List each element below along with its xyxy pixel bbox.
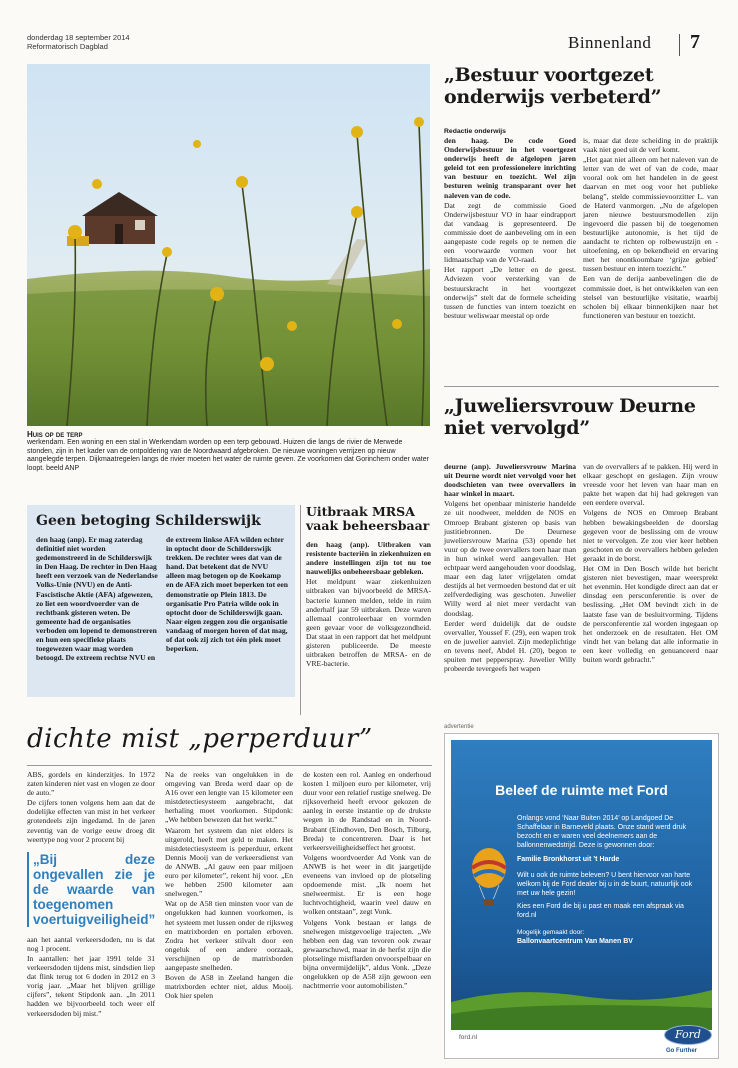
ad-winner: Familie Bronkhorst uit ’t Harde (517, 856, 620, 863)
article1-headline: „Bestuur voortgezet onderwijs verbeterd” (444, 64, 662, 108)
ad-cta[interactable]: Kies een Ford die bij u past en maak een afspraak via ford.nl (517, 903, 684, 919)
article1-paragraph: Het rapport „De letter en de geest. Adviezen voor versterking van de bestuurskracht in het voortgezet onderwijs” stelt dat de formele scheiding tussen de functies van intern toezicht en bestuur weliswaar meestal op orde (444, 265, 576, 320)
article2-paragraph: Eerder werd duidelijk dat de oudste overvaller, Youssef F. (29), een wapen trok en de juwelier aanviel. Zijn medeplichtige en tevens neef, Abdel H. (20), begon te spuiten met pepperspray. Juwelier Willy probeerde tevergeefs het wapen (444, 618, 576, 674)
article2-col2 (583, 462, 718, 665)
ad-slogan: Go Further (666, 1048, 697, 1054)
article5-paragraph: Volgens Vonk bestaan er langs de snelwegen mistgevoelige trajecten. „We hebben een dag van tevoren ook zwaar gewaarschuwd, maar in de herfst zijn die plotselinge mistflarden onvoorspelbaar en bijna onvermijdelijk”, aldus Vonk. „Deze ongelukken op de A58 zijn gewoon een nachtmerrie voor automobilisten.” (303, 917, 431, 991)
article1-paragraph: Een van de derija aanbevelingen die de commissie doet, is het ontwikkelen van een stelsel van bestuurlijke visitatie, waarbij scholen bij elkaar binnenkijken naar het functioneren van bestuur en toezicht. (583, 274, 718, 320)
article3-col1: den haag (anp). Er mag zaterdag definitief niet worden gedemonstreerd in de Schilderswijk in Den Haag. De rechter in Den Haag heeft een verzoek van de Nederlandse Volks-Unie (NVU) en de Anti-Fascistische Aktie (AFA) afgewezen, zo liet een woordvoerder van de rechtbank gisteren weten. De gemeente had de organisaties verboden om lopend te demonstreren en hun een specifieke plaats toegewezen waar mag worden betoogd. De extreem rechtse NVU en (36, 535, 158, 663)
ford-logo: Ford (664, 1025, 712, 1045)
article2-paragraph: Volgens de NOS en Omroep Brabant hebben bewakingsbeelden de doorslag gegeven voor de beslissing om de vrouw niet te vervolgen. Ze zou vier keer hebben geschoten en de overvallers hebben geleden geraakt in de borst. (583, 508, 718, 563)
article5-headline: dichte mist „perperduur” (27, 724, 373, 754)
article1-col2 (583, 136, 718, 321)
article4-body (306, 540, 431, 669)
article5-paragraph: de kosten een rol. Aanleg en onderhoud kosten 1 miljoen euro per kilometer, vrij duur voor een relatief rustige snelweg. De rijksoverheid heeft ervoor gekozen de aanleg in eerste instantie op de drukste wegen in de Randstad en in Noord-Brabant (Eindhoven, Den Bosch, Tilburg, Breda) te concentreren. Daar is het verkeersveiligheidseffect het grootst. (303, 770, 431, 852)
article1-lead: den haag. De code Goed Onderwijsbestuur in het voortgezet onderwijs heeft de afgelopen jaren geleid tot een professionelere inrichting van bestuur en toezicht. Wel zijn besturen weinig transparant over het naleven van de code. (444, 136, 576, 200)
article5-paragraph: Waarom het systeem dan niet elders is uitgerold, heeft met geld te maken. Het mistdetectiesysteem is peperduur, erkent Dennis Mooij van de verkeersdienst van de ANWB. „Al gauw een paar miljoen euro per kilometer”, rekent hij voor. „En we hebben 2500 kilometer aan snelwegen.” (165, 825, 293, 899)
ad-invite: Wilt u ook de ruimte beleven? U bent hiervoor van harte welkom bij de Ford dealer bij u in de buurt, natuurlijk ook met uw hele gezin! (517, 872, 693, 897)
article3-headline: Geen betoging Schilderswijk (36, 513, 261, 529)
divider (27, 765, 432, 766)
article5-paragraph: ABS, gordels en kinderzitjes. In 1972 zaten kinderen niet vast en vlogen ze door de auto.” (27, 770, 155, 798)
article5-paragraph: In aantallen: het jaar 1991 telde 31 verkeersdoden tijdens mist, sindsdien liep dat flink terug tot 6 doden in 2012 en 3 vorig jaar. „Maar het blijven grillige cijfers”, tekent Stipdonk aan. „In 2011 hadden we bijvoorbeeld toch weer elf verkeersdoden bij mist.” (27, 953, 155, 1018)
article5-col3 (303, 770, 431, 991)
article5-paragraph: aan het aantal verkeersdoden, nu is dat nog 1 procent. (27, 934, 155, 953)
ford-ad[interactable] (444, 733, 719, 1059)
article1-paragraph: Dat zegt de commissie Goed Onderwijsbestuur VO in haar eindrapport dat vandaag is gepresenteerd. De commissie doet de aanbeveling om in een aangepaste code regels op te nemen die een voorwaarde vormen voor het lidmaatschap van de VO-raad. (444, 200, 576, 265)
article5-paragraph: Boven de A58 in Zeeland hangen die matrixborden echter niet, aldus Mooij. Ook hier spelen (165, 973, 293, 1001)
article1-col1 (444, 136, 576, 321)
article2-headline: „Juweliersvrouw Deurne niet vervolgd” (444, 395, 696, 439)
photo-caption (27, 430, 430, 473)
article4-headline: Uitbraak MRSA vaak beheersbaar (306, 504, 430, 533)
photo-caption-text: werkendam. Een woning en een stal in Werkendam worden op een terp gebouwd. Huizen die langs de rivier de Merwede stonden, zijn in het kader van de ontpoldering van de Noordwaard afgebroken. De nieuwe woningen verrijzen op nieuw aangelegde terpen. Dijkmaatregelen langs de rivier moeten het water de ruimte geven. Ze voorkomen dat Gorinchem onder water loopt. (27, 439, 429, 472)
pull-quote: „Bij deze ongevallen zie je de waarde van toegenomen voertuigveiligheid” (27, 852, 155, 927)
article5-paragraph: De cijfers tonen volgens hem aan dat de dodelijke effecten van mist in het verkeer grotendeels zijn ingedamd. In de jaren zeventig van de vorige eeuw droeg dit weertype nog voor 2 procent bij (27, 798, 155, 844)
article5-paragraph: Volgens woordvoerder Ad Vonk van de ANWB is het weer in dit jaargetijde eveneens van invloed op de plotseling opdoemende mist. „Ik noem het snelweermist. Er is een hoge luchtvochtigheid, waarin veel dauw en wolken ontstaan”, zegt Vonk. (303, 852, 431, 917)
newspaper-name: Reformatorisch Dagblad (27, 42, 108, 51)
ad-made-by: Ballonvaartcentrum Van Manen BV (517, 938, 633, 945)
article2-paragraph: Het OM in Den Bosch wilde het bericht gisteren niet bevestigen, maar weersprekt het evenmin. Het kondigde direct aan dat er dinsdag een persconferentie is over de beslissing. „Het OM bevindt zich in de laatste fase van de besluitvorming. Tijdens de persconferentie zal worden ingegaan op het onderzoek en de resultaten. Het OM vindt het van belang dat alle informatie in een keer volledig en genuanceerd naar buiten wordt gebracht.” (583, 564, 718, 664)
column-divider (300, 505, 301, 715)
terp-photo (27, 64, 430, 426)
article2-paragraph: Volgens het openbaar ministerie handelde ze uit noodweer, meldden de NOS en Omroep Brabant gisteren op basis van justitiebronnen. De Deurnese juweliersvrouw Marina (53) opende het vuur op de twee overvallers toen haar man in hun winkel werd aangevallen. Het echtpaar werd aangehouden voor doodslag, maar een dag later vrijgelaten omdat destijds al het vermoeden bestond dat er uit zelfverdediging was geschoten. Juwelier Willy werd al niet meer verdacht van doodslag. (444, 499, 576, 618)
ad-label: advertentie (444, 724, 474, 730)
article5-col1 (27, 770, 155, 1019)
photo-illustration (27, 64, 430, 426)
article2-col1 (444, 462, 576, 674)
article5-paragraph: Na de reeks van ongelukken in de omgeving van Breda werd daar op de A16 over een lengte van 15 kilometer een mistdetectiesysteem aangebracht, dat herhaling moet voorkomen. Stipdonk: „We hebben bewezen dat het werkt.” (165, 770, 293, 825)
article1-paragraph: „Het gaat niet alleen om het naleven van de letter van de wet of van de code, maar vooral ook om het handelen in de geest daarvan en met oog voor het publieke belang”, stelde commissievoorzitter L. van de Haterd vanmorgen. „Nu de afgelopen jaren nieuwe bestuursmodellen zijn ingevoerd die passen bij de toegenomen bestuurlijke autonomie, is het tijd de aandacht te richten op rolbewustzijn en -uitoefening, en op bekendheid en ervaring met het onontkoombare ‘grijze gebied’ tussen bestuur en intern toezicht.” (583, 155, 718, 274)
photo-caption-title: Huis op de terp (27, 430, 83, 439)
photo-credit: beeld ANP (46, 464, 80, 472)
section-title: Binnenland (568, 33, 652, 52)
page-number: 7 (690, 31, 700, 53)
ad-url[interactable]: ford.nl (459, 1034, 478, 1041)
article4-paragraph: Het meldpunt waar ziekenhuizen uitbraken van bijvoorbeeld de MRSA-bacterie kunnen melden, telde in ruim anderhalf jaar 59 uitbraken. Deze waren allemaal controleerbaar en vormden geen gevaar voor de volksgezondheid. Dat staat in een rapport dat het meldpunt gisteren publiceerde. De meeste uitbraken betroffen de MRSA- en de VRE-bacterie. (306, 577, 431, 669)
ad-made-by-label: Mogelijk gemaakt door: (517, 929, 585, 936)
ad-intro: Onlangs vond ‘Naar Buiten 2014’ op Landgoed De Schaffelaar in Barneveld plaats. Onze stand werd druk bezocht en er waren veel deelnemers aan de ballonnenwedstrijd. Deze is gewonnen door: (517, 815, 687, 849)
ad-headline: Beleef de ruimte met Ford (495, 782, 668, 798)
hot-air-balloon-icon (469, 848, 509, 910)
article3-col2: de extreem linkse AFA wilden echter in optocht door de Schilderswijk trekken. De rechter wees dat van de hand. Dat betekent dat de NVU alleen mag betogen op de Koekamp en de AFA zich moet beperken tot een demonstratie op Plein 1813. De organisatie Pro Patria wilde ook in optocht door de Schilderswijk gaan. Naar eigen zeggen zou die organisatie vandaag of morgen horen of dat mag, of dat ook zij zich tot één plek moet beperken. (166, 535, 288, 654)
article1-byline: Redactie onderwijs (444, 128, 506, 135)
issue-date: donderdag 18 september 2014 (27, 33, 130, 42)
article5-paragraph: Wat op de A58 tien minsten voor van de ongelukken had kunnen voorkomen, is het systeem met lussen onder de rijksweg en matrixborden en portalen erboven. Zodra het verkeer stilvalt door een ongeluk of een andere oorzaak, verschijnen op de matrixborden aangepaste snelheden. (165, 899, 293, 972)
article5-col2 (165, 770, 293, 1001)
schilderswijk-box (27, 505, 295, 697)
ad-panel (451, 740, 712, 1030)
article4-lead: den haag (anp). Uitbraken van resistente bacteriën in ziekenhuizen en andere instellingen zijn tot nu toe nauwelijks onbeheersbaar gebleken. (306, 540, 431, 577)
divider (444, 386, 719, 387)
article2-lead: deurne (anp). Juweliersvrouw Marina uit Deurne wordt niet vervolgd voor het doodschieten van twee overvallers in haar winkel in maart. (444, 462, 576, 499)
article2-paragraph: van de overvallers af te pakken. Hij werd in elkaar geschopt en geslagen. Zijn vrouw vreesde voor het leven van haar man en pakte het wapen dat hij had gekregen van een eerdere overval. (583, 462, 718, 508)
header-divider (679, 34, 680, 56)
article1-paragraph: is, maar dat deze scheiding in de praktijk vaak niet goed uit de verf komt. (583, 136, 718, 155)
grass-illustration (451, 972, 712, 1030)
